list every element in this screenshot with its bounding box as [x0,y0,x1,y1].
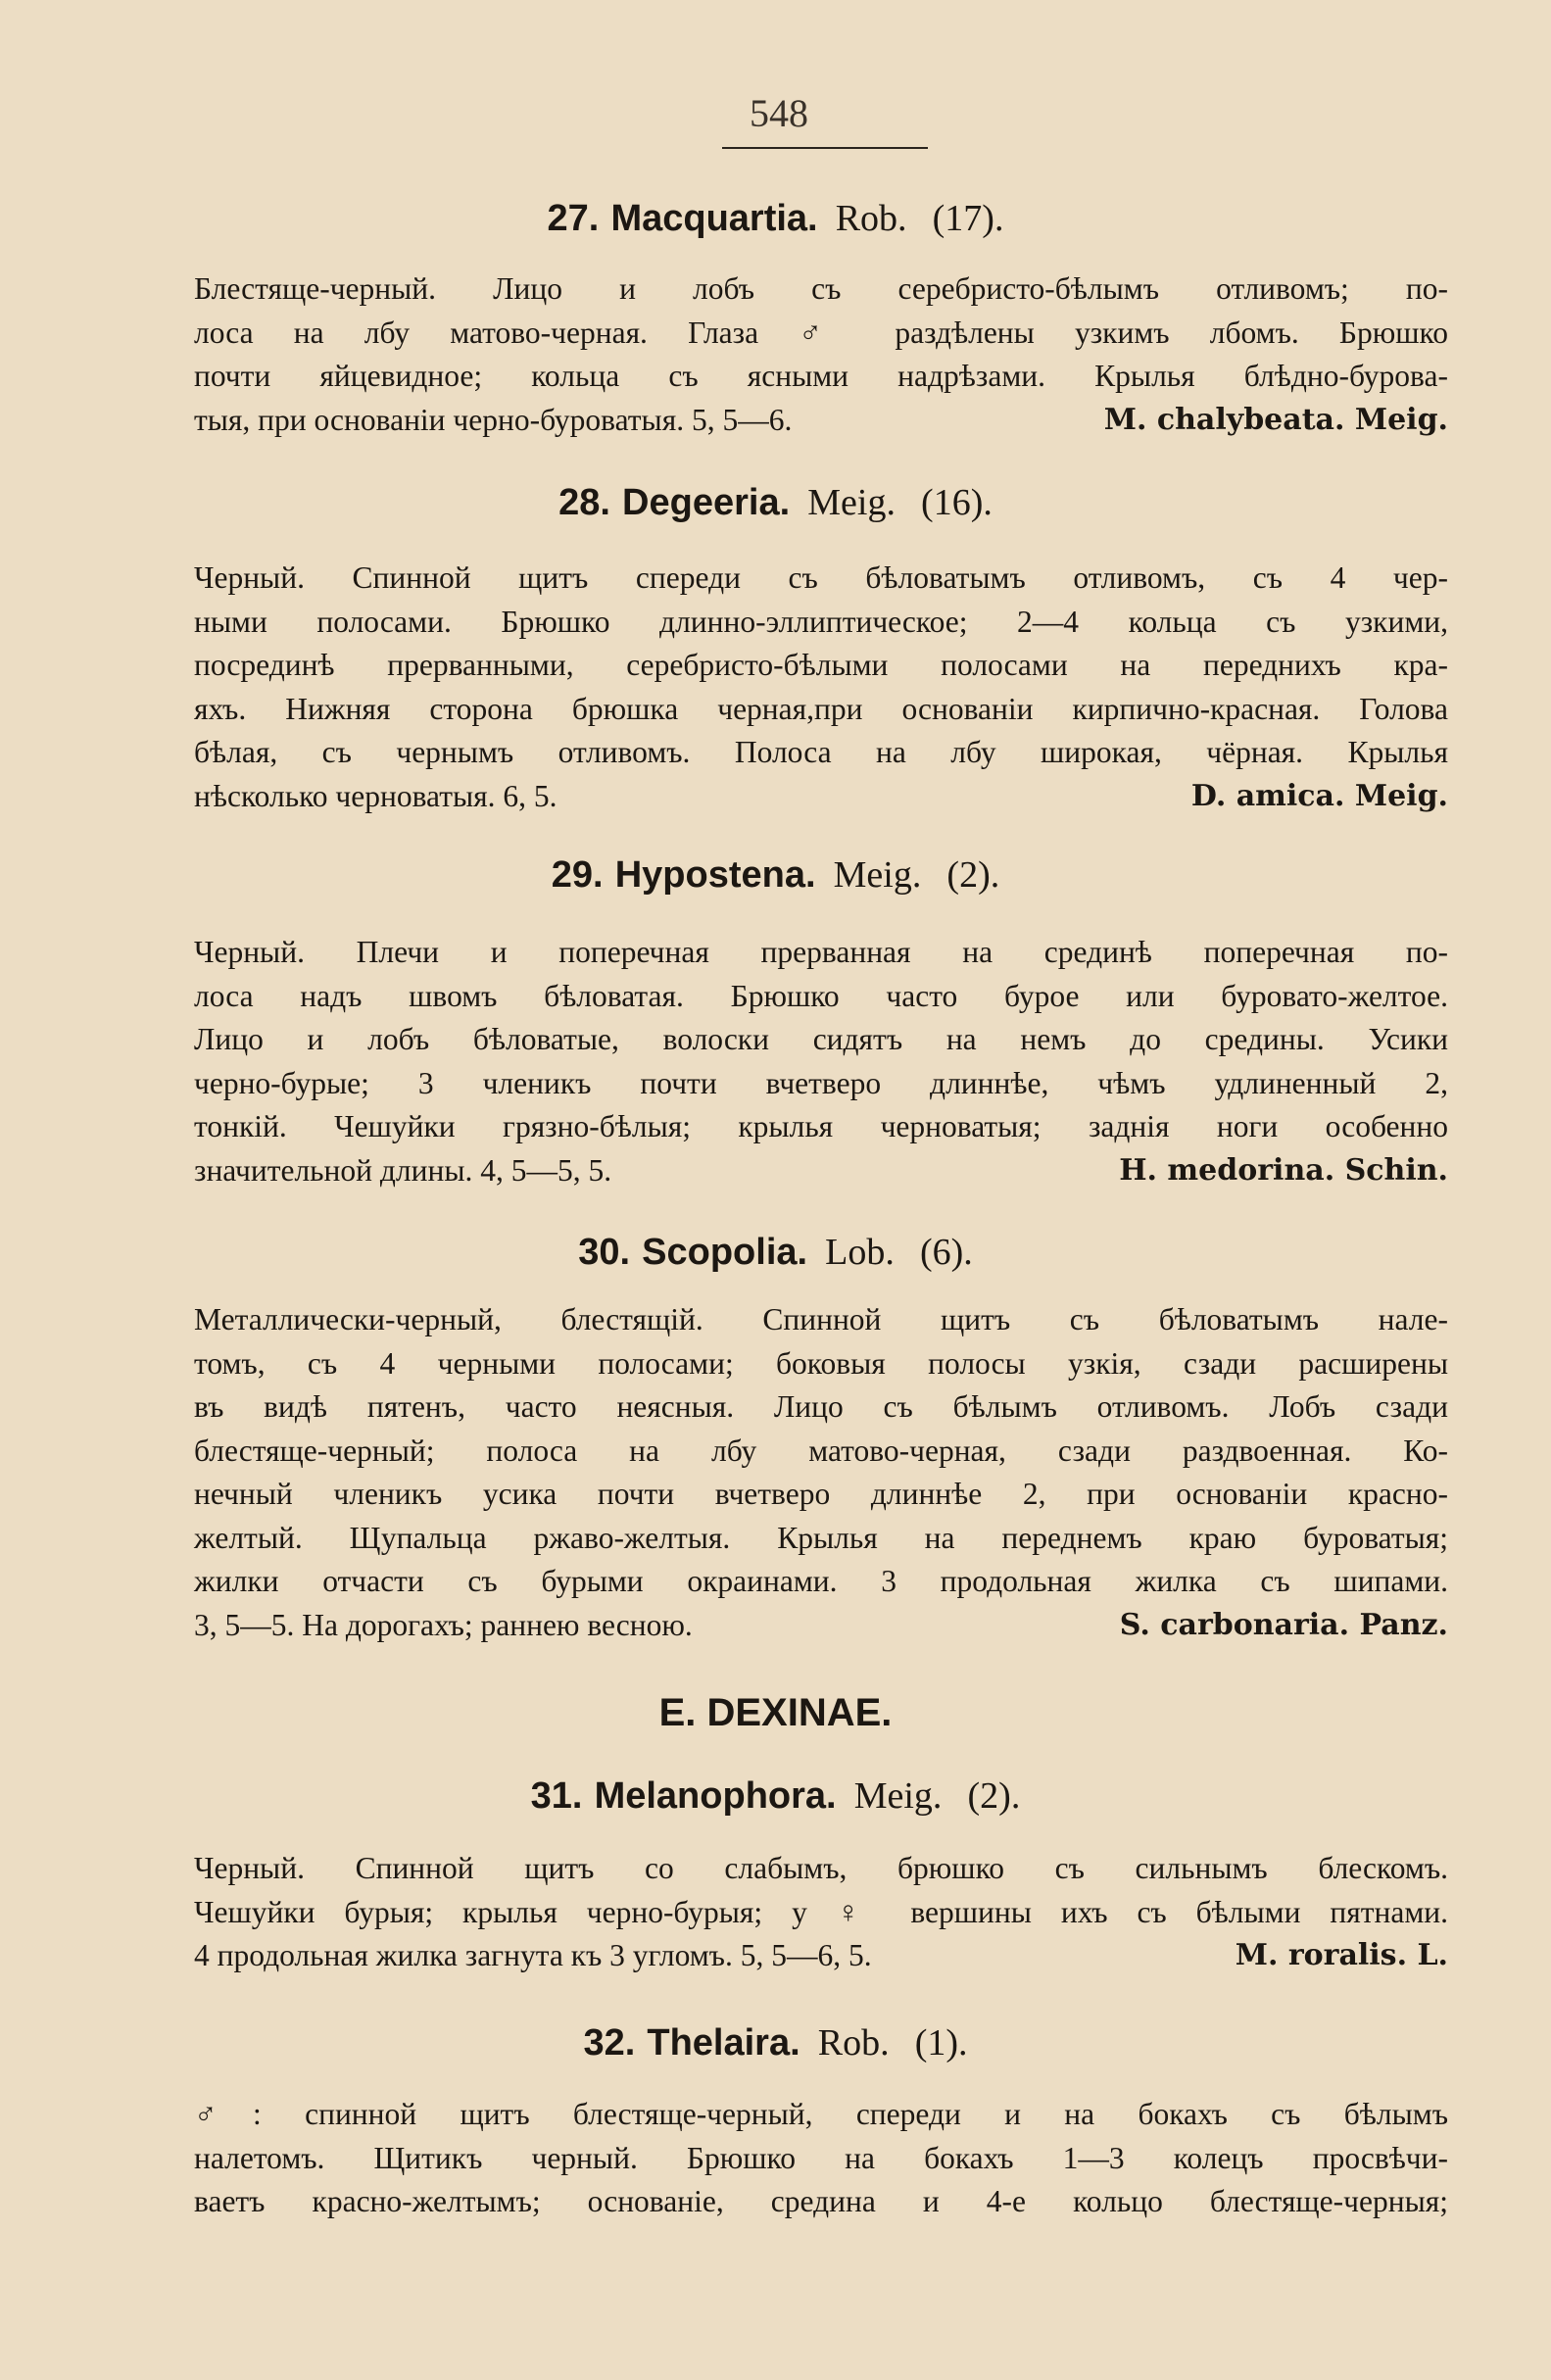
page-number: 548 [750,91,808,135]
text-line: Черный. Спинной щитъ со слабымъ, брюшко съ сильнымъ блескомъ. [194,1851,1448,1885]
text-line: жилки отчасти съ бурыми окраинами. 3 продольная жилка съ шипами. [194,1564,1448,1598]
text-line: бѣлая, съ чернымъ отливомъ. Полоса на лбу широкая, чёрная. Крылья [194,735,1448,769]
text-line: въ видѣ пятенъ, часто неясныя. Лицо съ бѣлымъ отливомъ. Лобъ сзади [194,1389,1448,1424]
text-line: Металлически-черный, блестящій. Спинной щитъ съ бѣловатымъ нале- [194,1302,1448,1336]
entry-number: 27. [547,198,600,239]
genus-name: Degeeria. [622,482,791,523]
species-name: S. carbonaria. Panz. [1119,1607,1448,1642]
text-line: ваетъ красно-желтымъ; основаніе, средина и 4-е кольцо блестяще-черныя; [194,2184,1448,2218]
genus-author: Meig. [807,482,896,523]
text-line: блестяще-черный; полоса на лбу матово-черная, сзади раздвоенная. Ко- [194,1433,1448,1468]
genus-author: Meig. [853,1775,943,1817]
entry-text-27 [194,267,1448,442]
entry-heading-28 [0,480,1551,524]
entry-heading-27 [0,196,1551,240]
text-line: черно-бурые; 3 членикъ почти вчетверо длиннѣе, чѣмъ удлиненный 2, [194,1065,1448,1100]
species-count: (2). [946,854,1000,896]
text-line: Черный. Плечи и поперечная прерванная на срединѣ поперечная по- [194,935,1448,969]
text-line: лоса надъ швомъ бѣловатая. Брюшко часто бурое или буровато-желтое. [194,978,1448,1013]
genus-name: Thelaira. [647,2022,800,2064]
entry-heading-29 [0,852,1551,897]
genus-author: Lob. [825,1232,895,1273]
genus-author: Rob. [835,198,907,239]
section-heading: E. DEXINAE. [658,1691,893,1734]
species-count: (1). [914,2022,968,2064]
entry-heading-30 [0,1230,1551,1274]
genus-name: Hypostena. [614,854,816,896]
text-line-last [194,1604,1448,1648]
species-count: (16). [921,482,993,523]
text-line: нечный членикъ усика почти вчетверо длиннѣе 2, при основаніи красно- [194,1477,1448,1511]
text-line: ♂: спинной щитъ блестяще-черный, спереди и на бокахъ съ бѣлымъ [194,2097,1448,2131]
text-line-last [194,1934,1448,1978]
entry-number: 31. [530,1775,583,1817]
text-line: Лицо и лобъ бѣловатые, волоски сидятъ на немъ до средины. Усики [194,1022,1448,1056]
species-count: (17). [932,198,1004,239]
species-name: H. medorina. Schin. [1119,1152,1448,1188]
species-name: M. roralis. L. [1235,1938,1448,1972]
text-line-last [194,1149,1448,1193]
entry-number: 30. [578,1232,631,1273]
text-line: почти яйцевидное; кольца съ ясными надрѣзами. Крылья блѣдно-бурова- [194,359,1448,393]
species-name: D. amica. Meig. [1190,778,1448,813]
text-line: тонкій. Чешуйки грязно-бѣлыя; крылья черноватыя; заднія ноги особенно [194,1109,1448,1143]
entry-heading-32 [0,2020,1551,2064]
page-number-rule [722,147,928,149]
text-line: желтый. Щупальца ржаво-желтыя. Крылья на переднемъ краю буроватыя; [194,1520,1448,1555]
entry-heading-31 [0,1773,1551,1818]
species-count: (2). [967,1775,1021,1817]
text-line-last [194,775,1448,819]
text-line-tail: значительной длины. 4, 5—5, 5. [194,1152,612,1188]
text-line: Блестяще-черный. Лицо и лобъ съ серебристо-бѣлымъ отливомъ; по- [194,271,1448,306]
genus-author: Rob. [817,2022,890,2064]
genus-name: Scopolia. [642,1232,808,1273]
entry-number: 32. [583,2022,636,2064]
text-line: томъ, съ 4 черными полосами; боковыя полосы узкія, сзади расширены [194,1345,1448,1381]
text-line: Чешуйки бурыя; крылья черно-бурыя; у ♀ вершины ихъ съ бѣлыми пятнами. [194,1894,1448,1929]
genus-name: Macquartia. [610,198,818,239]
entry-text-28 [194,557,1448,818]
text-line: налетомъ. Щитикъ черный. Брюшко на бокахъ 1—3 колецъ просвѣчи- [194,2140,1448,2175]
text-line-tail: 3, 5—5. На дорогахъ; раннею весною. [194,1607,693,1642]
text-line: Черный. Спинной щитъ спереди съ бѣловатымъ отливомъ, съ 4 чер- [194,560,1448,595]
text-line: яхъ. Нижняя сторона брюшка черная,при основаніи кирпично-красная. Голова [194,691,1448,726]
entry-text-30 [194,1298,1448,1647]
text-line-last [194,399,1448,443]
text-line: ными полосами. Брюшко длинно-эллиптическое; 2—4 кольца съ узкими, [194,604,1448,639]
text-line-tail: тыя, при основаніи черно-буроватыя. 5, 5—6. [194,402,793,437]
entry-text-31 [194,1847,1448,1978]
text-line: лоса на лбу матово-черная. Глаза ♂ раздѣлены узкимъ лбомъ. Брюшко [194,315,1448,350]
genus-name: Melanophora. [594,1775,837,1817]
species-name: M. chalybeata. Meig. [1103,402,1448,437]
text-line: посрединѣ прерванными, серебристо-бѣлыми полосами на переднихъ кра- [194,648,1448,682]
entry-number: 28. [558,482,610,523]
genus-author: Meig. [833,854,922,896]
text-line-tail: 4 продольная жилка загнута къ 3 угломъ. 5, 5—6, 5. [194,1938,872,1972]
text-line-tail: нѣсколько черноватыя. 6, 5. [194,778,557,813]
species-count: (6). [919,1232,973,1273]
entry-text-29 [194,931,1448,1192]
entry-text-32 [194,2093,1448,2224]
entry-number: 29. [551,854,604,896]
